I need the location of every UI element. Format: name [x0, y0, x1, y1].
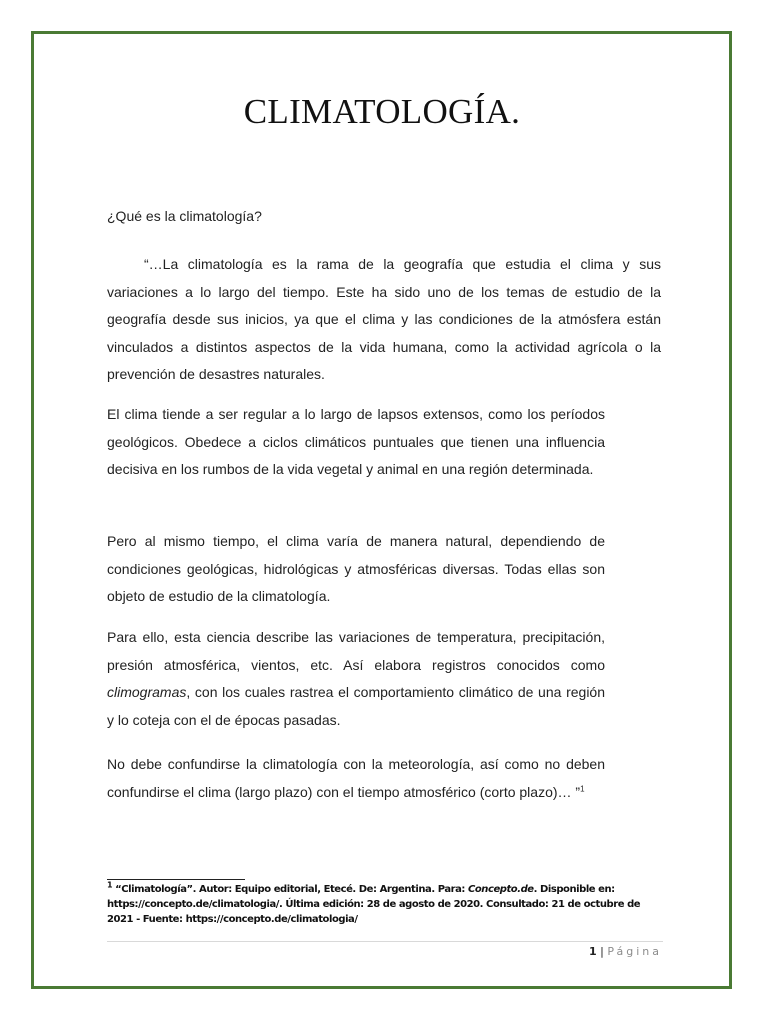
paragraph-1: “…La climatología es la rama de la geografía que estudia el clima y sus variaciones a lo largo del tiempo. Este ha sido uno de los temas de estudio de la geografía desde sus inicios, ya que el clima y las condiciones de la atmósfera están vinculados a distintos aspectos de la vida humana, como la actividad agrícola o la prevención de desastres naturales.	[107, 256, 661, 382]
paragraph-5-text: No debe confundirse la climatología con la meteorología, así como no deben confundirse el clima (largo plazo) con el tiempo atmosférico (corto plazo)… ”	[107, 756, 605, 800]
paragraph-4-italic-term: climogramas	[107, 684, 187, 700]
page-border	[31, 31, 732, 989]
page-number-separator: |	[596, 945, 608, 958]
paragraph-2: El clima tiende a ser regular a lo largo de lapsos extensos, como los períodos geológicos. Obedece a ciclos climáticos puntuales que tienen una influencia decisiva en los rumbos de la vida vegetal y animal en una región determinada.	[107, 406, 605, 477]
paragraph-5	[107, 751, 605, 806]
paragraph-4-text-end: , con los cuales rastrea el comportamiento climático de una región y lo coteja con el de épocas pasadas.	[107, 684, 605, 728]
footnote-text-start: “Climatología”. Autor: Equipo editorial, Etecé. De: Argentina. Para:	[112, 884, 468, 895]
page-number-footer	[589, 945, 662, 958]
question-heading: ¿Qué es la climatología?	[107, 208, 262, 224]
document-title: CLIMATOLOGÍA.	[243, 92, 521, 131]
footnote	[107, 882, 663, 927]
paragraph-3: Pero al mismo tiempo, el clima varía de manera natural, dependiendo de condiciones geológicas, hidrológicas y atmosféricas diversas. Todas ellas son objeto de estudio de la climatología.	[107, 533, 605, 604]
footnote-italic-source: Concepto.de	[467, 884, 534, 895]
paragraph-4	[107, 624, 605, 734]
footer-divider	[107, 941, 663, 942]
footnote-divider	[107, 879, 245, 880]
paragraph-4-text-start: Para ello, esta ciencia describe las variaciones de temperatura, precipitación, presión atmosférica, vientos, etc. Así elabora registros conocidos como	[107, 629, 605, 673]
page-word: Página	[607, 945, 662, 958]
footnote-text-end: . Disponible en: https://concepto.de/climatologia/. Última edición: 28 de agosto de 2020. Consultado: 21 de octubre de 2021 - Fuente: https://concepto.de/climatologia/	[107, 884, 641, 925]
footnote-marker: 1	[107, 880, 113, 890]
footnote-reference[interactable]: 1	[580, 783, 585, 793]
page-number: 1	[589, 945, 597, 958]
